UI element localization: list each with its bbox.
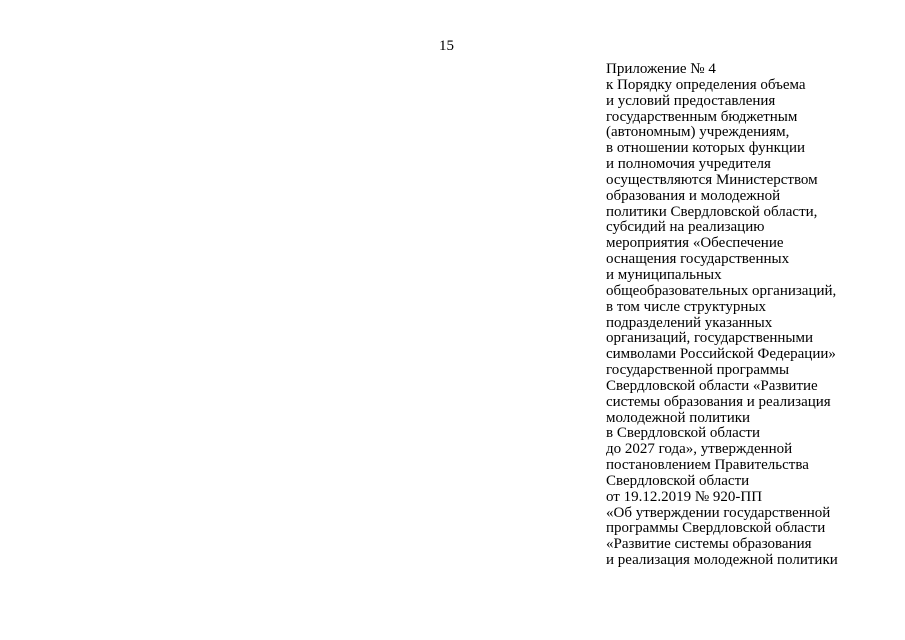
appendix-line: (автономным) учреждениям, [606, 124, 790, 141]
appendix-line: организаций, государственными [606, 330, 814, 347]
appendix-line: и условий предоставления [606, 92, 776, 109]
appendix-line: символами Российской Федерации» [606, 346, 836, 363]
appendix-line: системы образования и реализация [606, 393, 831, 410]
appendix-line: в том числе структурных [606, 298, 767, 315]
appendix-line: и полномочия учредителя [606, 156, 771, 173]
appendix-line: образования и молодежной [606, 187, 781, 204]
appendix-line: субсидий на реализацию [606, 219, 765, 236]
appendix-line: к Порядку определения объема [606, 76, 806, 93]
appendix-line: в отношении которых функции [606, 140, 806, 157]
appendix-line: Свердловской области «Развитие [606, 377, 818, 394]
appendix-line: политики Свердловской области, [606, 203, 818, 220]
appendix-line: мероприятия «Обеспечение [606, 235, 784, 252]
appendix-line: оснащения государственных [606, 251, 790, 268]
appendix-line: в Свердловской области [606, 425, 761, 442]
appendix-line: осуществляются Министерством [606, 171, 818, 188]
appendix-line: и реализация молодежной политики [606, 552, 838, 569]
appendix-line: молодежной политики [606, 409, 751, 426]
appendix-line: Свердловской области [606, 472, 750, 489]
appendix-line: государственной программы [606, 362, 790, 379]
appendix-line: «Об утверждении государственной [606, 504, 831, 521]
appendix-line: Приложение № 4 [606, 61, 716, 77]
page-number: 15 [439, 38, 454, 54]
appendix-line: и муниципальных [606, 266, 722, 283]
appendix-line: постановлением Правительства [606, 457, 809, 474]
appendix-line: программы Свердловской области [606, 520, 826, 537]
appendix-heading-block [606, 62, 896, 569]
appendix-line: государственным бюджетным [606, 108, 798, 125]
appendix-line: подразделений указанных [606, 314, 773, 331]
appendix-line: от 19.12.2019 № 920-ПП [606, 488, 763, 505]
appendix-line: до 2027 года», утвержденной [606, 441, 793, 458]
appendix-line: «Развитие системы образования [606, 536, 812, 553]
appendix-line: общеобразовательных организаций, [606, 282, 837, 299]
